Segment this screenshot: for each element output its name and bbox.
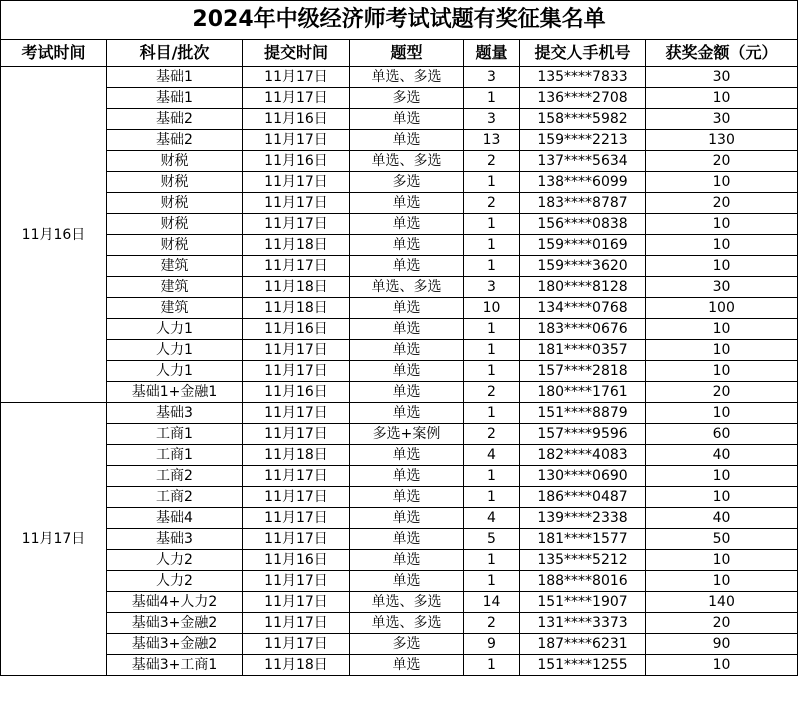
cell-reward: 10 — [646, 88, 798, 109]
cell-subject: 基础1 — [107, 88, 243, 109]
table-row — [1, 67, 798, 88]
cell-phone: 138****6099 — [520, 172, 646, 193]
cell-submit-time: 11月18日 — [243, 445, 350, 466]
cell-submit-time: 11月17日 — [243, 172, 350, 193]
cell-question-type: 单选 — [350, 487, 464, 508]
cell-question-type: 单选 — [350, 256, 464, 277]
cell-submit-time: 11月17日 — [243, 130, 350, 151]
cell-quantity: 2 — [464, 382, 520, 403]
table-row — [1, 592, 798, 613]
cell-phone: 151****1907 — [520, 592, 646, 613]
cell-reward: 20 — [646, 382, 798, 403]
cell-subject: 基础3 — [107, 403, 243, 424]
cell-submit-time: 11月17日 — [243, 613, 350, 634]
cell-reward: 40 — [646, 445, 798, 466]
cell-question-type: 多选+案例 — [350, 424, 464, 445]
table-row — [1, 172, 798, 193]
cell-quantity: 13 — [464, 130, 520, 151]
cell-question-type: 单选 — [350, 193, 464, 214]
cell-question-type: 单选 — [350, 655, 464, 676]
cell-subject: 基础3+金融2 — [107, 634, 243, 655]
cell-reward: 10 — [646, 319, 798, 340]
cell-quantity: 1 — [464, 256, 520, 277]
cell-question-type: 单选 — [350, 445, 464, 466]
cell-quantity: 1 — [464, 487, 520, 508]
cell-quantity: 1 — [464, 88, 520, 109]
table-row — [1, 550, 798, 571]
cell-submit-time: 11月16日 — [243, 151, 350, 172]
page-title: 2024年中级经济师考试试题有奖征集名单 — [1, 1, 798, 40]
cell-quantity: 2 — [464, 151, 520, 172]
cell-phone: 131****3373 — [520, 613, 646, 634]
cell-submit-time: 11月17日 — [243, 592, 350, 613]
cell-submit-time: 11月17日 — [243, 361, 350, 382]
cell-exam-date: 11月16日 — [1, 67, 107, 403]
cell-phone: 181****0357 — [520, 340, 646, 361]
table-row — [1, 151, 798, 172]
cell-reward: 10 — [646, 655, 798, 676]
table-row — [1, 487, 798, 508]
cell-subject: 建筑 — [107, 277, 243, 298]
cell-phone: 156****0838 — [520, 214, 646, 235]
table-row — [1, 88, 798, 109]
cell-question-type: 单选 — [350, 130, 464, 151]
cell-quantity: 5 — [464, 529, 520, 550]
cell-submit-time: 11月17日 — [243, 88, 350, 109]
cell-phone: 151****1255 — [520, 655, 646, 676]
cell-phone: 139****2338 — [520, 508, 646, 529]
cell-question-type: 单选、多选 — [350, 613, 464, 634]
cell-question-type: 单选 — [350, 214, 464, 235]
cell-phone: 135****5212 — [520, 550, 646, 571]
header-exam-date: 考试时间 — [1, 40, 107, 67]
cell-quantity: 1 — [464, 235, 520, 256]
cell-submit-time: 11月18日 — [243, 655, 350, 676]
cell-quantity: 1 — [464, 214, 520, 235]
cell-submit-time: 11月17日 — [243, 67, 350, 88]
table-row — [1, 445, 798, 466]
cell-question-type: 多选 — [350, 172, 464, 193]
cell-phone: 151****8879 — [520, 403, 646, 424]
cell-subject: 人力2 — [107, 550, 243, 571]
cell-phone: 183****8787 — [520, 193, 646, 214]
cell-submit-time: 11月16日 — [243, 109, 350, 130]
cell-subject: 人力1 — [107, 319, 243, 340]
cell-reward: 10 — [646, 550, 798, 571]
cell-subject: 工商2 — [107, 487, 243, 508]
cell-submit-time: 11月17日 — [243, 529, 350, 550]
cell-quantity: 1 — [464, 655, 520, 676]
table-row — [1, 277, 798, 298]
cell-phone: 159****3620 — [520, 256, 646, 277]
cell-question-type: 单选 — [350, 319, 464, 340]
cell-submit-time: 11月16日 — [243, 319, 350, 340]
table-row — [1, 529, 798, 550]
cell-phone: 137****5634 — [520, 151, 646, 172]
cell-phone: 159****0169 — [520, 235, 646, 256]
cell-quantity: 2 — [464, 424, 520, 445]
cell-quantity: 2 — [464, 193, 520, 214]
cell-submit-time: 11月17日 — [243, 193, 350, 214]
cell-subject: 基础2 — [107, 130, 243, 151]
cell-reward: 140 — [646, 592, 798, 613]
table-row — [1, 403, 798, 424]
cell-subject: 基础2 — [107, 109, 243, 130]
cell-question-type: 单选 — [350, 550, 464, 571]
cell-question-type: 单选 — [350, 235, 464, 256]
table-row — [1, 235, 798, 256]
table-row — [1, 655, 798, 676]
table-row — [1, 214, 798, 235]
cell-question-type: 单选 — [350, 403, 464, 424]
cell-subject: 财税 — [107, 172, 243, 193]
cell-quantity: 9 — [464, 634, 520, 655]
table-row — [1, 319, 798, 340]
cell-reward: 10 — [646, 214, 798, 235]
cell-subject: 基础4+人力2 — [107, 592, 243, 613]
cell-subject: 基础4 — [107, 508, 243, 529]
cell-phone: 135****7833 — [520, 67, 646, 88]
cell-question-type: 单选 — [350, 382, 464, 403]
cell-quantity: 10 — [464, 298, 520, 319]
cell-subject: 工商1 — [107, 445, 243, 466]
cell-quantity: 1 — [464, 172, 520, 193]
cell-reward: 10 — [646, 466, 798, 487]
table-row — [1, 634, 798, 655]
cell-quantity: 2 — [464, 613, 520, 634]
cell-subject: 基础1 — [107, 67, 243, 88]
cell-subject: 人力1 — [107, 361, 243, 382]
cell-quantity: 1 — [464, 466, 520, 487]
cell-phone: 159****2213 — [520, 130, 646, 151]
table-body — [1, 67, 798, 676]
cell-question-type: 单选 — [350, 361, 464, 382]
cell-question-type: 单选、多选 — [350, 277, 464, 298]
table-row — [1, 508, 798, 529]
cell-question-type: 单选 — [350, 109, 464, 130]
cell-quantity: 3 — [464, 277, 520, 298]
cell-reward: 20 — [646, 193, 798, 214]
cell-phone: 180****1761 — [520, 382, 646, 403]
cell-reward: 10 — [646, 340, 798, 361]
cell-reward: 10 — [646, 172, 798, 193]
cell-quantity: 3 — [464, 67, 520, 88]
cell-question-type: 单选 — [350, 298, 464, 319]
cell-question-type: 单选、多选 — [350, 592, 464, 613]
cell-phone: 186****0487 — [520, 487, 646, 508]
cell-quantity: 3 — [464, 109, 520, 130]
table-row — [1, 382, 798, 403]
cell-question-type: 单选 — [350, 508, 464, 529]
header-phone: 提交人手机号 — [520, 40, 646, 67]
cell-subject: 财税 — [107, 151, 243, 172]
cell-quantity: 1 — [464, 361, 520, 382]
cell-question-type: 多选 — [350, 634, 464, 655]
cell-reward: 10 — [646, 256, 798, 277]
cell-reward: 20 — [646, 613, 798, 634]
cell-phone: 187****6231 — [520, 634, 646, 655]
table-row — [1, 256, 798, 277]
cell-subject: 工商1 — [107, 424, 243, 445]
table-row — [1, 613, 798, 634]
cell-submit-time: 11月17日 — [243, 487, 350, 508]
cell-submit-time: 11月17日 — [243, 466, 350, 487]
cell-submit-time: 11月17日 — [243, 571, 350, 592]
cell-phone: 136****2708 — [520, 88, 646, 109]
cell-reward: 90 — [646, 634, 798, 655]
cell-submit-time: 11月17日 — [243, 256, 350, 277]
cell-phone: 157****9596 — [520, 424, 646, 445]
cell-subject: 基础3+工商1 — [107, 655, 243, 676]
header-submit-time: 提交时间 — [243, 40, 350, 67]
cell-submit-time: 11月18日 — [243, 277, 350, 298]
cell-reward: 60 — [646, 424, 798, 445]
cell-subject: 财税 — [107, 235, 243, 256]
cell-phone: 157****2818 — [520, 361, 646, 382]
cell-reward: 10 — [646, 487, 798, 508]
cell-subject: 建筑 — [107, 298, 243, 319]
cell-reward: 40 — [646, 508, 798, 529]
cell-reward: 130 — [646, 130, 798, 151]
cell-phone: 158****5982 — [520, 109, 646, 130]
table-row — [1, 424, 798, 445]
cell-submit-time: 11月17日 — [243, 214, 350, 235]
cell-submit-time: 11月17日 — [243, 424, 350, 445]
cell-quantity: 1 — [464, 340, 520, 361]
cell-reward: 10 — [646, 235, 798, 256]
cell-question-type: 单选 — [350, 529, 464, 550]
cell-phone: 183****0676 — [520, 319, 646, 340]
cell-phone: 188****8016 — [520, 571, 646, 592]
cell-subject: 基础3 — [107, 529, 243, 550]
cell-question-type: 单选、多选 — [350, 67, 464, 88]
cell-reward: 10 — [646, 361, 798, 382]
table-row — [1, 571, 798, 592]
cell-question-type: 多选 — [350, 88, 464, 109]
header-subject: 科目/批次 — [107, 40, 243, 67]
cell-submit-time: 11月17日 — [243, 508, 350, 529]
cell-subject: 基础3+金融2 — [107, 613, 243, 634]
cell-reward: 20 — [646, 151, 798, 172]
cell-quantity: 4 — [464, 445, 520, 466]
cell-phone: 182****4083 — [520, 445, 646, 466]
cell-reward: 100 — [646, 298, 798, 319]
header-reward: 获奖金额（元） — [646, 40, 798, 67]
cell-subject: 工商2 — [107, 466, 243, 487]
table-row — [1, 130, 798, 151]
cell-question-type: 单选 — [350, 340, 464, 361]
cell-phone: 180****8128 — [520, 277, 646, 298]
cell-quantity: 1 — [464, 319, 520, 340]
cell-submit-time: 11月17日 — [243, 634, 350, 655]
table-row — [1, 466, 798, 487]
cell-reward: 50 — [646, 529, 798, 550]
cell-exam-date: 11月17日 — [1, 403, 107, 676]
cell-subject: 人力1 — [107, 340, 243, 361]
cell-question-type: 单选 — [350, 571, 464, 592]
cell-subject: 财税 — [107, 214, 243, 235]
table-row — [1, 340, 798, 361]
cell-quantity: 1 — [464, 550, 520, 571]
cell-reward: 10 — [646, 403, 798, 424]
cell-phone: 130****0690 — [520, 466, 646, 487]
cell-phone: 134****0768 — [520, 298, 646, 319]
cell-reward: 30 — [646, 277, 798, 298]
cell-reward: 30 — [646, 67, 798, 88]
cell-reward: 10 — [646, 571, 798, 592]
table-row — [1, 298, 798, 319]
table-row — [1, 109, 798, 130]
cell-reward: 30 — [646, 109, 798, 130]
cell-submit-time: 11月18日 — [243, 298, 350, 319]
cell-submit-time: 11月18日 — [243, 235, 350, 256]
cell-quantity: 4 — [464, 508, 520, 529]
table-row — [1, 361, 798, 382]
cell-submit-time: 11月17日 — [243, 340, 350, 361]
cell-quantity: 14 — [464, 592, 520, 613]
header-quantity: 题量 — [464, 40, 520, 67]
cell-phone: 181****1577 — [520, 529, 646, 550]
cell-question-type: 单选、多选 — [350, 151, 464, 172]
cell-submit-time: 11月16日 — [243, 382, 350, 403]
cell-subject: 财税 — [107, 193, 243, 214]
cell-quantity: 1 — [464, 403, 520, 424]
cell-submit-time: 11月17日 — [243, 403, 350, 424]
table-row — [1, 193, 798, 214]
cell-quantity: 1 — [464, 571, 520, 592]
cell-question-type: 单选 — [350, 466, 464, 487]
cell-subject: 基础1+金融1 — [107, 382, 243, 403]
cell-subject: 建筑 — [107, 256, 243, 277]
header-question-type: 题型 — [350, 40, 464, 67]
cell-submit-time: 11月16日 — [243, 550, 350, 571]
cell-subject: 人力2 — [107, 571, 243, 592]
